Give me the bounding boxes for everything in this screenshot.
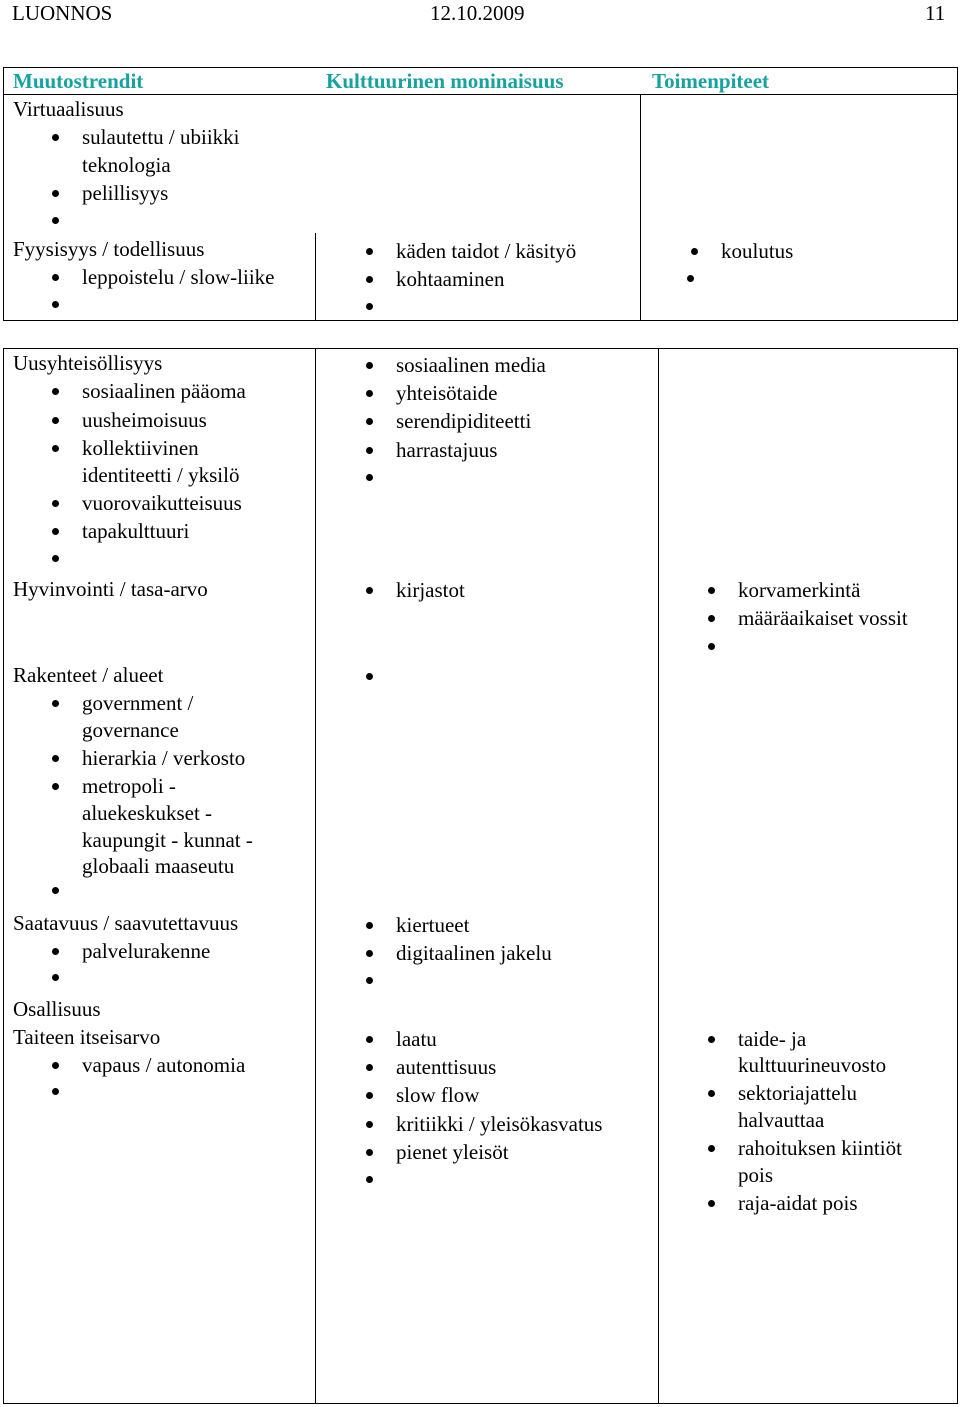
bullet-icon: [708, 1036, 715, 1043]
table-border-right-1: [957, 67, 958, 321]
empty-bullet-icon: [366, 474, 373, 481]
trend-title-hyvinvointi: Hyvinvointi / tasa-arvo: [13, 577, 208, 601]
table-col-divider-1a: [315, 233, 316, 321]
bullet-icon: [366, 1149, 373, 1156]
bullet-icon: [366, 447, 373, 454]
empty-bullet-icon: [52, 555, 59, 562]
list-item: vuorovaikutteisuus: [82, 490, 242, 516]
trend-title-osallisuus: Osallisuus: [13, 997, 101, 1021]
list-item: serendipiditeetti: [396, 408, 531, 434]
list-item: yhteisötaide: [396, 380, 497, 406]
bullet-icon: [708, 1145, 715, 1152]
bullet-icon: [366, 1064, 373, 1071]
list-item: metropoli -: [82, 773, 176, 799]
empty-bullet-icon: [366, 303, 373, 310]
table-border-right-2: [957, 348, 958, 1404]
table-col-divider-2b: [658, 348, 659, 1404]
bullet-icon: [366, 922, 373, 929]
list-item-continuation: teknologia: [82, 153, 171, 177]
list-item: kiertueet: [396, 912, 469, 938]
list-item-continuation: governance: [82, 718, 179, 742]
bullet-icon: [708, 615, 715, 622]
empty-bullet-icon: [52, 974, 59, 981]
empty-bullet-icon: [52, 217, 59, 224]
list-item: taide- ja: [738, 1026, 806, 1052]
list-item-continuation: globaali maaseutu: [82, 854, 235, 878]
bullet-icon: [52, 274, 59, 281]
list-item: rahoituksen kiintiöt: [738, 1135, 902, 1161]
table-divider-header: [3, 94, 958, 95]
bullet-icon: [366, 418, 373, 425]
list-item-continuation: identiteetti / yksilö: [82, 463, 240, 487]
list-item: kritiikki / yleisökasvatus: [396, 1111, 602, 1137]
table-col-divider-1b: [315, 348, 316, 1404]
bullet-icon: [691, 248, 698, 255]
list-item-continuation: kaupungit - kunnat -: [82, 828, 253, 852]
empty-bullet-icon: [366, 673, 373, 680]
bullet-icon: [52, 1062, 59, 1069]
list-item-continuation: halvauttaa: [738, 1108, 825, 1132]
list-item: kollektiivinen: [82, 435, 199, 461]
list-item: government /: [82, 690, 193, 716]
list-item: hierarkia / verkosto: [82, 745, 245, 771]
table-col-divider-2a: [640, 94, 641, 321]
list-item: slow flow: [396, 1082, 479, 1108]
column-header-actions: Toimenpiteet: [652, 69, 770, 93]
list-item: sosiaalinen pääoma: [82, 378, 246, 404]
bullet-icon: [366, 362, 373, 369]
bullet-icon: [52, 700, 59, 707]
trend-title-virtuaalisuus: Virtuaalisuus: [13, 97, 124, 121]
list-item: raja-aidat pois: [738, 1190, 858, 1216]
table-border-bottom-2: [3, 1403, 958, 1404]
list-item-continuation: aluekeskukset -: [82, 801, 213, 825]
list-item: digitaalinen jakelu: [396, 940, 552, 966]
list-item: korvamerkintä: [738, 577, 860, 603]
bullet-icon: [366, 587, 373, 594]
list-item: pelillisyys: [82, 180, 168, 206]
list-item: laatu: [396, 1026, 437, 1052]
list-item: vapaus / autonomia: [82, 1052, 245, 1078]
list-item: tapakulttuuri: [82, 518, 189, 544]
list-item: käden taidot / käsityö: [396, 238, 576, 264]
trend-title-uusyhteisollisyys: Uusyhteisöllisyys: [13, 351, 163, 375]
empty-bullet-icon: [52, 1088, 59, 1095]
list-item-continuation: kulttuurineuvosto: [738, 1053, 887, 1077]
bullet-icon: [52, 755, 59, 762]
bullet-icon: [708, 1090, 715, 1097]
list-item: kirjastot: [396, 577, 465, 603]
bullet-icon: [708, 1200, 715, 1207]
bullet-icon: [52, 528, 59, 535]
bullet-icon: [52, 388, 59, 395]
bullet-icon: [366, 1092, 373, 1099]
list-item: koulutus: [721, 238, 793, 264]
empty-bullet-icon: [687, 275, 694, 282]
list-item: sosiaalinen media: [396, 352, 546, 378]
bullet-icon: [52, 445, 59, 452]
bullet-icon: [366, 1121, 373, 1128]
empty-bullet-icon: [52, 887, 59, 894]
trend-title-taide: Taiteen itseisarvo: [13, 1025, 161, 1049]
list-item: harrastajuus: [396, 437, 497, 463]
bullet-icon: [708, 587, 715, 594]
trend-title-saatavuus: Saatavuus / saavutettavuus: [13, 911, 239, 935]
column-header-trends: Muutostrendit: [13, 69, 144, 93]
bullet-icon: [366, 950, 373, 957]
column-header-culture: Kulttuurinen moninaisuus: [326, 69, 564, 93]
empty-bullet-icon: [366, 1176, 373, 1183]
bullet-icon: [52, 190, 59, 197]
list-item: kohtaaminen: [396, 266, 504, 292]
doc-date: 12.10.2009: [430, 1, 525, 25]
trend-title-fyysisyys: Fyysisyys / todellisuus: [13, 237, 205, 261]
empty-bullet-icon: [52, 301, 59, 308]
bullet-icon: [52, 500, 59, 507]
trend-title-rakenteet: Rakenteet / alueet: [13, 663, 164, 687]
table-border-left-2: [3, 348, 4, 1404]
bullet-icon: [366, 248, 373, 255]
list-item: uusheimoisuus: [82, 407, 207, 433]
bullet-icon: [52, 417, 59, 424]
bullet-icon: [52, 783, 59, 790]
empty-bullet-icon: [366, 977, 373, 984]
list-item: leppoistelu / slow-liike: [82, 264, 274, 290]
list-item: autenttisuus: [396, 1054, 496, 1080]
page-number: 11: [925, 1, 946, 25]
list-item: palvelurakenne: [82, 938, 210, 964]
list-item: määräaikaiset vossit: [738, 605, 908, 631]
empty-bullet-icon: [708, 643, 715, 650]
bullet-icon: [366, 276, 373, 283]
doc-status: LUONNOS: [12, 1, 113, 25]
table-border-top-2: [3, 348, 958, 349]
list-item: sektoriajattelu: [738, 1080, 857, 1106]
bullet-icon: [52, 948, 59, 955]
table-border-bottom-1: [3, 320, 958, 321]
bullet-icon: [366, 1036, 373, 1043]
bullet-icon: [52, 134, 59, 141]
table-border-left-1: [3, 67, 4, 321]
list-item: sulautettu / ubiikki: [82, 124, 240, 150]
bullet-icon: [366, 390, 373, 397]
list-item: pienet yleisöt: [396, 1139, 509, 1165]
list-item-continuation: pois: [738, 1163, 774, 1187]
